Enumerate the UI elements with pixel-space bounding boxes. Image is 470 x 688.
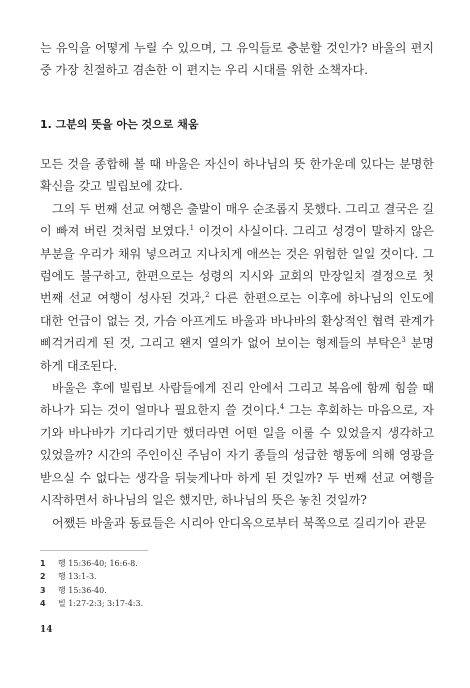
footnote-ref-2: 2 <box>204 291 210 300</box>
paragraph-2-part-1: 그의 두 번째 선교 여행은 출발이 매우 순조롭지 못했다. 그리고 결국은 길이 빠져 버린 것처럼 보였다. <box>40 201 434 239</box>
footnote-item <box>40 597 143 610</box>
footnote-text: 행 13:1-3. <box>58 572 97 582</box>
footnote-number: 4 <box>40 599 46 609</box>
footnote-item <box>40 570 143 583</box>
paragraph-3-part-1: 바울은 후에 빌립보 사람들에게 진리 안에서 그리고 복음에 함께 힘쓸 때 하나가 되는 것이 얼마나 필요한지 쓸 것이다. <box>40 381 434 418</box>
footnotes <box>40 557 143 611</box>
paragraph-2-part-4: 분명하게 대조된다. <box>40 336 434 373</box>
footnote-text: 빌 1:27-2:3; 3:17-4:3. <box>58 599 144 609</box>
footnote-number: 2 <box>40 572 46 582</box>
footnote-divider <box>40 550 148 551</box>
footnote-number: 1 <box>40 559 46 568</box>
paragraph-2-part-3: 다른 한편으로는 이후에 하나님의 인도에 대한 언급이 없는 것, 가슴 아프게도 바울과 바나바의 환상적인 협력 관계가 삐걱거리게 된 것, 그리고 왠지 열의가 없어 보이는 형제들의 부탁은 <box>40 291 434 351</box>
paragraph-3-part-2: 그는 후회하는 마음으로, 자기와 바나바가 기다리기만 했더라면 어떤 일을 이룰 수 있었을지 생각하고 있었을까? 시간의 주인이신 주님이 자기 종들의 성급한 행동에 의해 영광을 받으실 수 없다는 생각을 뒤늦게나마 하게 된 것일까? 두 번째 선교 여행을 시작하면서 하나님의 일은 했지만, 하나님의 뜻은 놓친 것일까? <box>40 403 434 508</box>
footnote-number: 3 <box>40 585 46 595</box>
footnote-text: 행 15:36-40. <box>58 585 107 595</box>
footnote-item <box>40 584 143 597</box>
footnote-text: 행 15:36-40; 16:6-8. <box>58 559 138 568</box>
paragraph-4: 어쨌든 바울과 동료들은 시리아 안디옥으로부터 북쪽으로 길리기아 관문 <box>52 515 427 530</box>
main-text <box>40 153 434 534</box>
footnote-item <box>40 557 143 570</box>
footnote-ref-3: 3 <box>401 336 406 345</box>
paragraph-2 <box>40 198 434 377</box>
paragraph-3 <box>40 377 434 511</box>
section-heading: 1. 그분의 뜻을 아는 것으로 채움 <box>40 118 199 131</box>
paragraph-1: 모든 것을 종합해 볼 때 바울은 자신이 하나님의 뜻 한가운데 있다는 분명한 확신을 갖고 빌립보에 갔다. <box>40 157 434 194</box>
intro-paragraph: 는 유익을 어떻게 누릴 수 있으며, 그 유익들로 충분할 것인가? 바울의 편지 중 가장 친절하고 겸손한 이 편지는 우리 시대를 위한 소책자다. <box>40 41 434 78</box>
footnote-ref-4: 4 <box>279 403 285 412</box>
footnote-ref-1: 1 <box>189 224 195 233</box>
page-number: 14 <box>40 625 53 635</box>
paragraph-2-part-2: 이것이 사실이다. 그리고 성경이 말하지 않은 부분을 우리가 채워 넣으려고 지나치게 애쓰는 것은 위험한 일일 것이다. 그럼에도 불구하고, 한편으로는 성령의 지시와 교회의 만장일치 결정으로 첫 번째 선교 여행이 성사된 것과, <box>40 224 434 306</box>
